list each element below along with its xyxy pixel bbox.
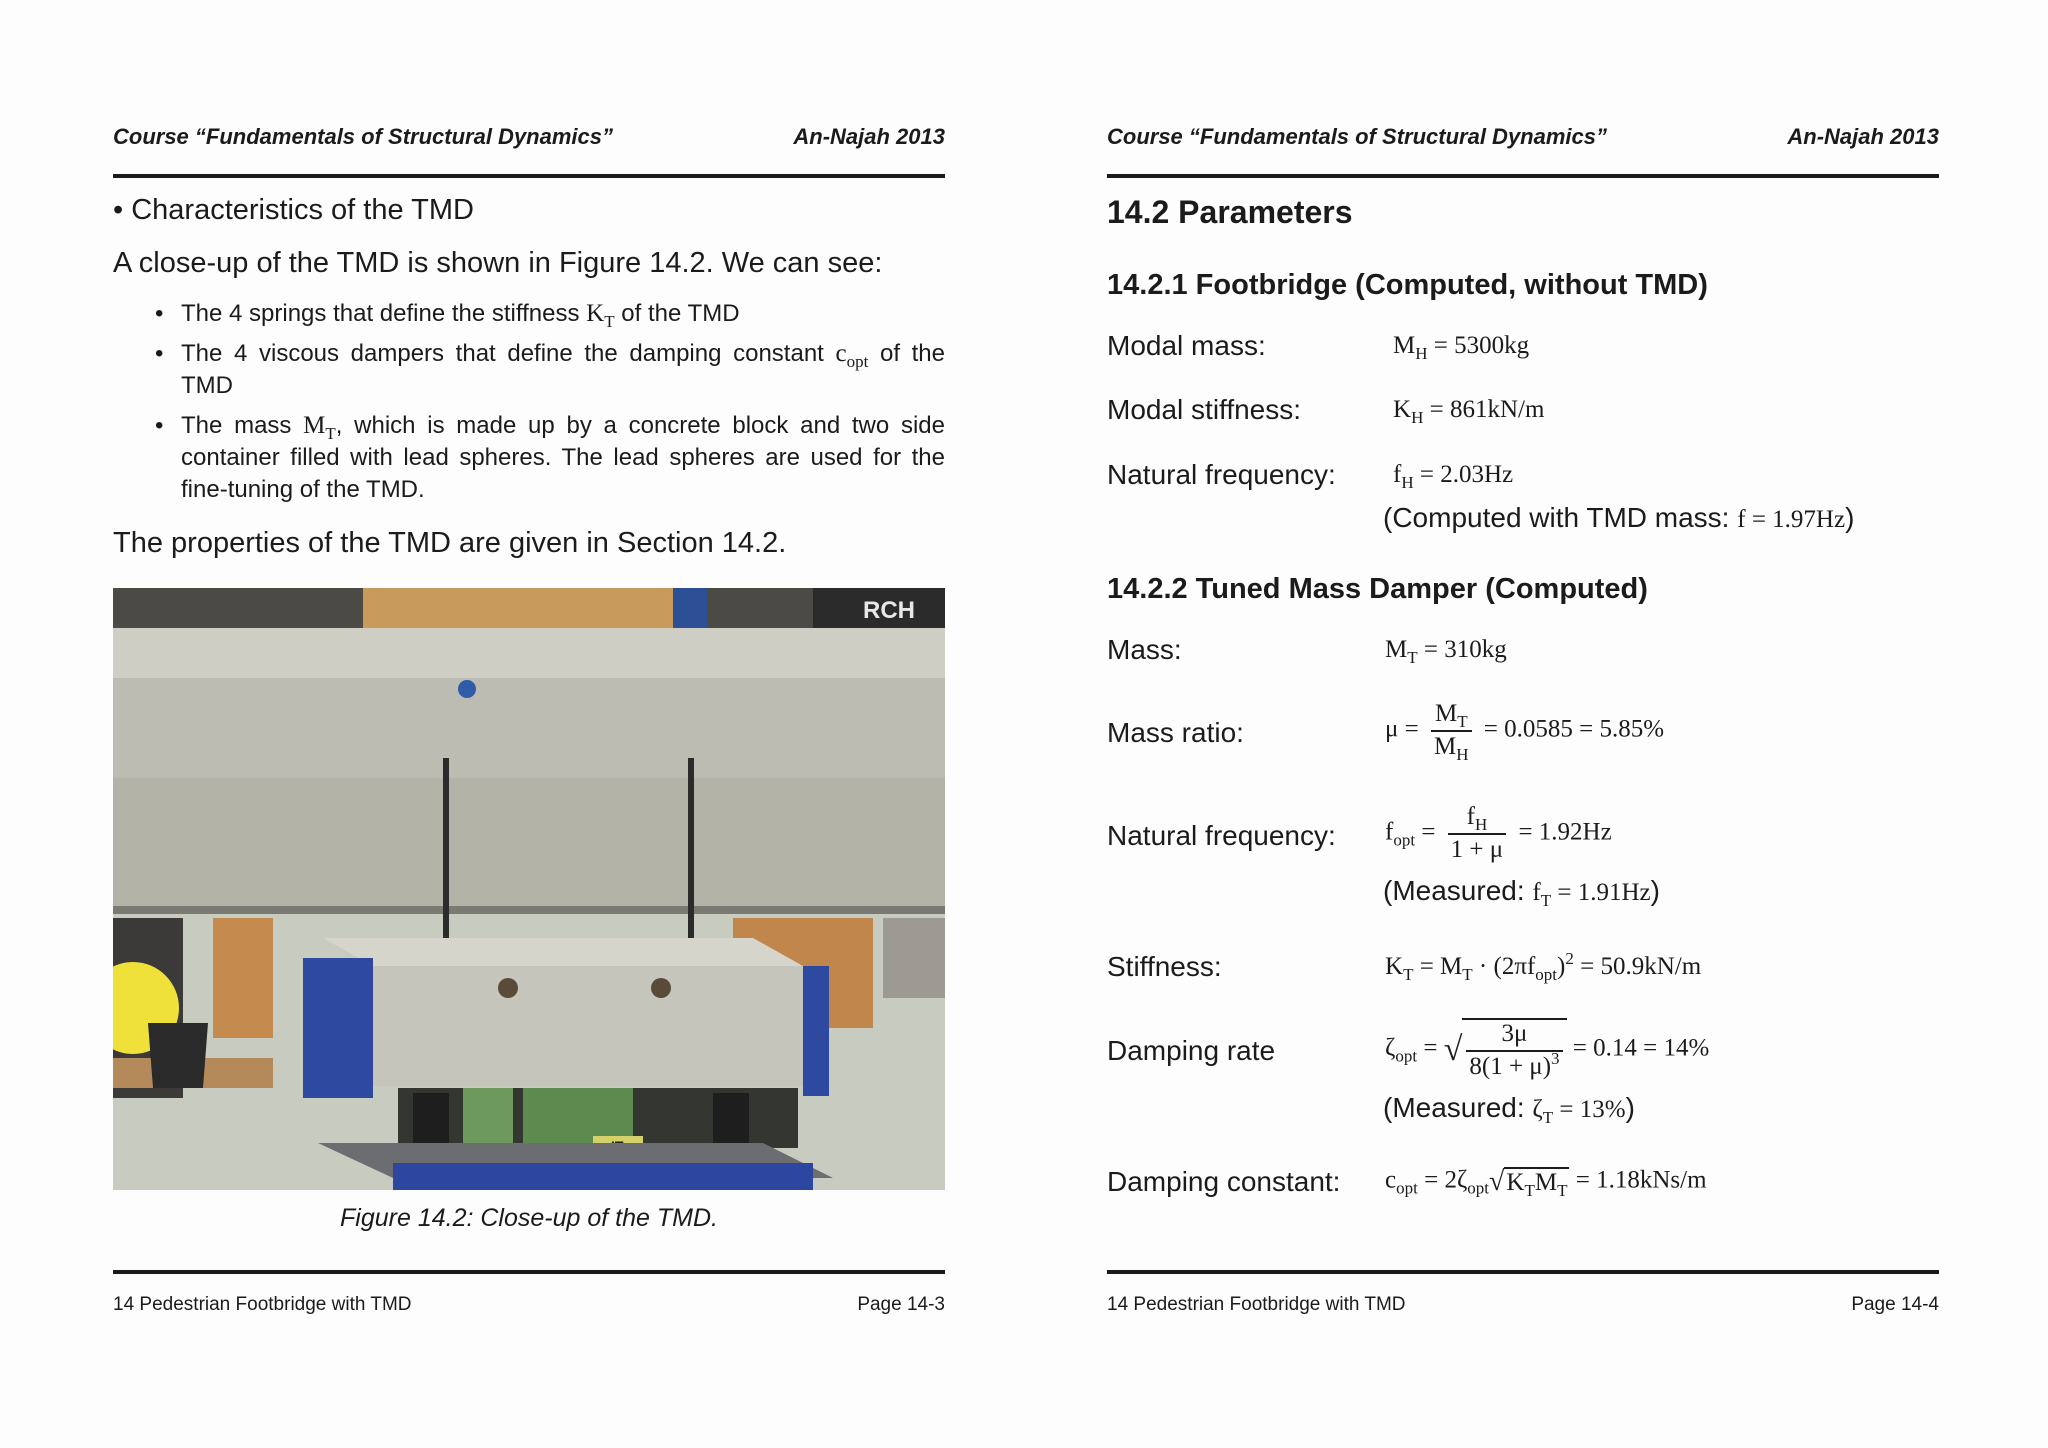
note-measured-damping: (Measured: $\zeta_T = 13\%$) [1383,1092,1635,1127]
course-title: Course “Fundamentals of Structural Dynamics” [1107,124,1607,149]
feature-list [155,298,945,514]
header-rule [113,174,945,178]
label-natural-frequency: Natural frequency: [1107,459,1336,490]
note-with-tmd-mass: (Computed with TMD mass: f = 1.97Hz) [1383,502,1855,533]
section-heading: 14.2 Parameters [1107,194,1353,230]
list-item: • The 4 springs that define the stiffness $K_T$ of the TMD [155,298,945,330]
intro-paragraph: A close-up of the TMD is shown in Figure 14.2. We can see: [113,247,883,279]
list-item: • The 4 viscous dampers that define the damping constant $c_{opt}$ of the TMD [155,338,945,402]
eq-mass: $M_T = 310kg$ [1385,636,1507,667]
label-damping-constant: Damping constant: [1107,1166,1341,1197]
label-mass: Mass: [1107,634,1182,665]
sign-text: RCH [863,597,915,624]
footer-rule [1107,1270,1939,1274]
page-footer [113,1294,945,1316]
header-rule [1107,174,1939,178]
page-header [113,124,945,150]
label-stiffness: Stiffness: [1107,951,1222,982]
eq-damping-constant: $c_{opt} = 2\zeta_{opt}√K_TM_T = 1.18kNs/m$ [1385,1166,1707,1200]
footer-rule [113,1270,945,1274]
label-modal-stiffness: Modal stiffness: [1107,394,1302,425]
eq-optimal-frequency: $f_{opt}$ = $\frac{f_H}{1 + \mu}$ = 1.92Hz [1385,803,1612,863]
tmd-photo-illustration [113,588,945,1190]
label-mass-ratio: Mass ratio: [1107,717,1244,748]
label-modal-mass: Modal mass: [1107,330,1266,361]
list-item: • The mass $M_T$, which is made up by a concrete block and two side container filled with lead spheres. The lead spheres are used for the fine-tuning of the TMD. [155,410,945,506]
right-page [1107,0,1939,1448]
label-damping-rate: Damping rate [1107,1035,1276,1066]
note-measured-frequency: (Measured: $f_T = 1.91Hz$) [1383,875,1660,910]
page-footer [1107,1294,1939,1316]
subsection-heading-footbridge: 14.2.1 Footbridge (Computed, without TMD) [1107,269,1708,301]
subsection-heading-tmd: 14.2.2 Tuned Mass Damper (Computed) [1107,573,1648,605]
eq-natural-frequency: $f_H = 2.03Hz$ [1393,461,1514,492]
course-year: An-Najah 2013 [1787,124,1939,149]
label-tmd-natural-frequency: Natural frequency: [1107,820,1336,851]
course-year: An-Najah 2013 [793,124,945,149]
properties-paragraph: The properties of the TMD are given in Section 14.2. [113,527,787,559]
bullet-heading-text: Characteristics of the TMD [131,194,474,226]
eq-modal-stiffness: $K_H = 861kN/m$ [1393,396,1545,427]
footer-chapter: 14 Pedestrian Footbridge with TMD [1107,1294,1406,1315]
figure-caption: Figure 14.2: Close-up of the TMD. [340,1204,718,1232]
page-header [1107,124,1939,150]
bullet-heading: • Characteristics of the TMD [113,194,474,226]
eq-damping-rate: $\zeta_{opt}$ = √ $\frac{3\mu}{8(1 + \mu)^3}$ = 0.14 = 14% [1385,1020,1710,1080]
footer-page-number: Page 14-3 [857,1294,945,1315]
course-title: Course “Fundamentals of Structural Dynamics” [113,124,613,149]
tmd-photo [113,588,945,1190]
left-page [113,0,945,1448]
footer-chapter: 14 Pedestrian Footbridge with TMD [113,1294,412,1315]
eq-modal-mass: $M_H = 5300kg$ [1393,332,1530,363]
footer-page-number: Page 14-4 [1851,1294,1939,1315]
eq-stiffness: $K_T = M_T \cdot (2\pi f_{opt})^2 = 50.9kN/m$ [1385,948,1702,984]
eq-mass-ratio: μ = $\frac{M_T}{M_H}$ = 0.0585 = 5.85% [1385,700,1665,764]
